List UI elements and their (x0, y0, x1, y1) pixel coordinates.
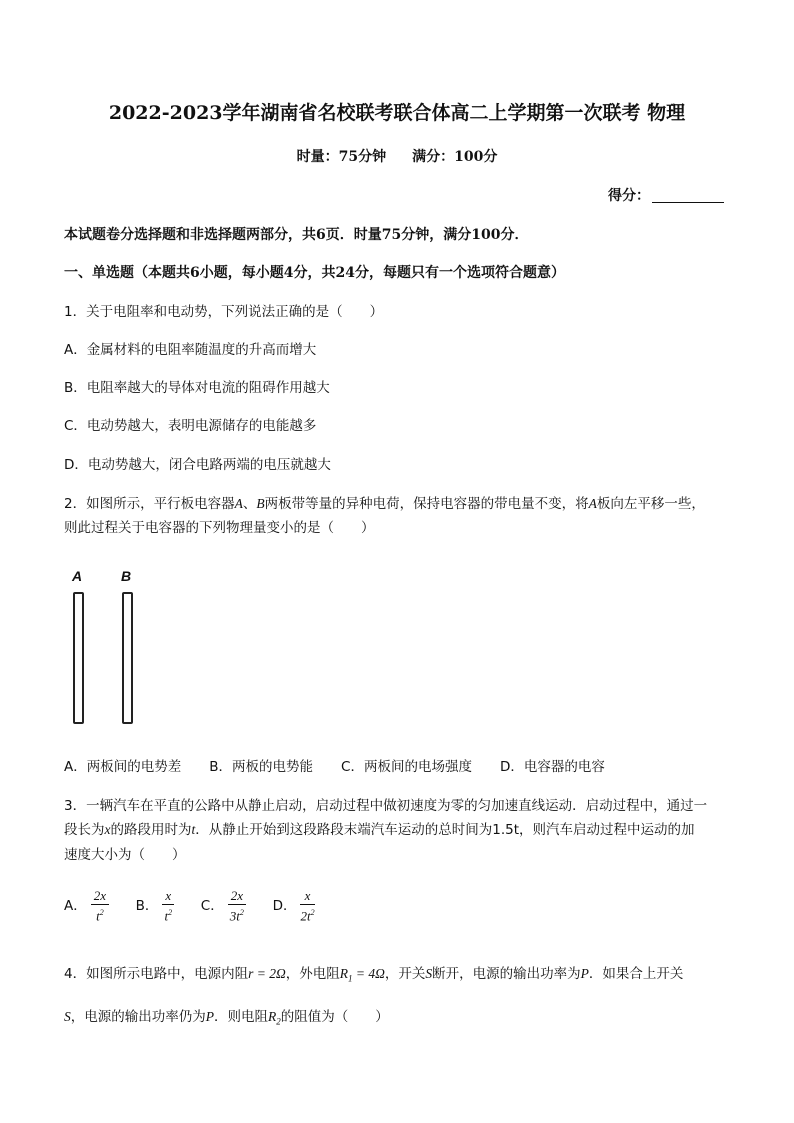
q1-option-a: A．金属材料的电阻率随温度的升高而增大 (64, 342, 317, 358)
q3-fraction-b: $\frac{x}{t^2}$ (162, 888, 174, 924)
q1-option-d: D．电动势越大，闭合电路两端的电压就越大 (64, 457, 331, 473)
score-field (608, 185, 724, 205)
q2-option-c: C．两板间的电场强度 (341, 759, 472, 775)
q4-r-expression: r = 2Ω (248, 966, 286, 981)
plate-a-label: A (72, 568, 83, 584)
q3-option-c: C． $\frac{2x}{3t^2}$ (201, 898, 250, 914)
q3-stem-line3: 速度大小为（ ） (64, 847, 186, 863)
q3-options (64, 888, 319, 924)
q3-option-b: B． $\frac{x}{t^2}$ (136, 898, 179, 914)
q1-option-b: B．电阻率越大的导体对电流的阻碍作用越大 (64, 380, 330, 396)
q4-stem-line1: 4．如图所示电路中，电源内阻r = 2Ω，外电阻$R_1 = 4\Omega$，开关S断开，电源的输出功率为P．如果合上开关 (64, 966, 684, 984)
exam-time: 时量：75分钟 (296, 149, 387, 165)
page-title: 2022-2023学年湖南省名校联考联合体高二上学期第一次联考 物理 (108, 102, 686, 124)
score-blank (652, 188, 724, 203)
q3-option-a: A． $\frac{2x}{t^2}$ (64, 898, 113, 914)
section-heading: 一、单选题（本题共6小题，每小题4分，共24分，每题只有一个选项符合题意） (64, 265, 565, 281)
q4-stem-line2: S，电源的输出功率仍为P．则电阻$R_2$的阻值为（ ） (64, 1009, 389, 1027)
q3-fraction-d: $\frac{x}{2t^2}$ (300, 888, 315, 924)
plate-b (122, 592, 133, 724)
q2-stem-line1: 2．如图所示，平行板电容器A、B两板带等量的异种电荷，保持电容器的带电量不变，将A板向左平移一些， (64, 496, 705, 512)
q3-fraction-a: $\frac{2x}{t^2}$ (91, 888, 109, 924)
q2-option-d: D．电容器的电容 (499, 759, 605, 775)
q1-stem: 1．关于电阻率和电动势，下列说法正确的是（ ） (64, 304, 384, 320)
q3-fraction-c: $\frac{2x}{3t^2}$ (228, 888, 246, 924)
q3-stem-line2: 段长为x的路段用时为t．从静止开始到这段路段末端汽车运动的总时间为1.5t，则汽车启动过程中运动的加 (64, 822, 695, 838)
exam-full-score: 满分：100分 (412, 149, 498, 165)
score-label: 得分： (608, 188, 650, 204)
intro-text: 本试题卷分选择题和非选择题两部分，共6页．时量75分钟，满分100分． (64, 227, 529, 243)
q2-options (64, 755, 605, 775)
q1-option-c: C．电动势越大，表明电源储存的电能越多 (64, 418, 317, 434)
q2-option-a: A．两板间的电势差 (64, 759, 182, 775)
q3-option-d: D． $\frac{x}{2t^2}$ (272, 888, 315, 924)
plate-a (73, 592, 84, 724)
q2-option-b: B．两板的电势能 (209, 759, 314, 775)
q2-stem-line2: 则此过程关于电容器的下列物理量变小的是（ ） (64, 520, 375, 536)
q3-stem-line1: 3．一辆汽车在平直的公路中从静止启动，启动过程中做初速度为零的匀加速直线运动．启动过程中，通过一 (64, 798, 708, 814)
plate-b-label: B (121, 568, 132, 584)
exam-info (0, 146, 794, 166)
